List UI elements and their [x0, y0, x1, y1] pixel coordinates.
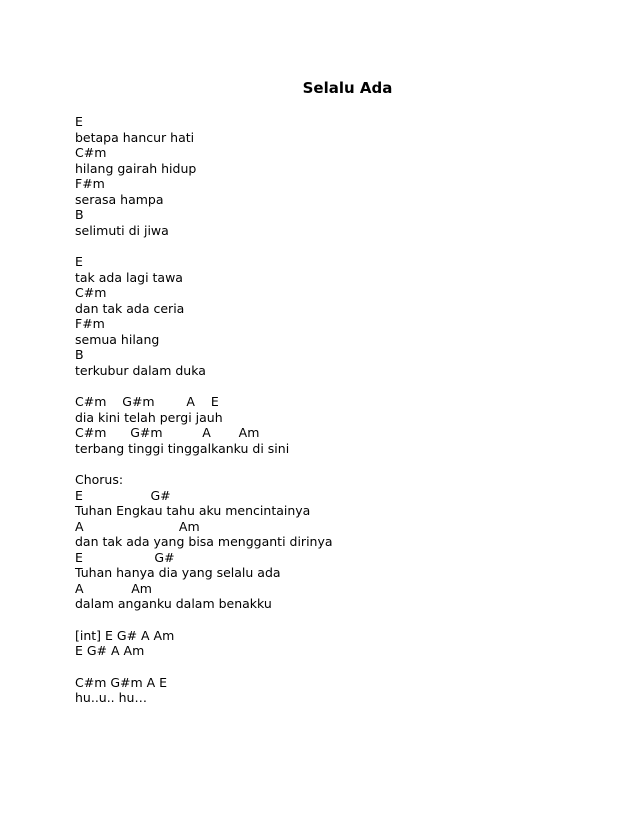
- chord-line: F#m: [75, 176, 105, 191]
- lyric-line: tak ada lagi tawa: [75, 269, 183, 285]
- chord-line: E: [75, 114, 83, 129]
- lyric-line: terkubur dalam duka: [75, 362, 206, 378]
- chord-line: E G# A Am: [75, 643, 145, 658]
- lyric-line: Tuhan hanya dia yang selalu ada: [75, 565, 281, 580]
- chord-line: C#m: [75, 145, 107, 160]
- outro: [75, 675, 615, 706]
- song-title-text: Selalu Ada: [302, 79, 393, 97]
- chord-line: C#m: [75, 285, 107, 300]
- lyrics-body: [75, 114, 615, 706]
- chord-line: E: [75, 254, 83, 269]
- chord-line: [int] E G# A Am: [75, 627, 175, 643]
- section-gap: [75, 612, 615, 628]
- lyric-line: terbang tinggi tinggalkanku di sini: [75, 440, 290, 456]
- section-gap: [75, 659, 615, 675]
- lyric-line: hilang gairah hidup: [75, 160, 197, 176]
- lyric-line: selimuti di jiwa: [75, 222, 169, 238]
- lyric-line: serasa hampa: [75, 191, 164, 207]
- lyric-line: betapa hancur hati: [75, 129, 195, 145]
- lyric-line: dan tak ada yang bisa mengganti dirinya: [75, 534, 333, 549]
- chord-line: C#m G#m A Am: [75, 425, 260, 440]
- chord-line: A Am: [75, 580, 152, 596]
- section-gap: [75, 238, 615, 254]
- section-label: Chorus:: [75, 472, 124, 487]
- chorus: [75, 472, 615, 612]
- chord-line: E G#: [75, 549, 175, 565]
- bridge: [75, 394, 615, 456]
- chord-line: C#m G#m A E: [75, 674, 168, 690]
- chord-line: A Am: [75, 518, 200, 534]
- interlude: [75, 628, 615, 659]
- lyric-line: dan tak ada ceria: [75, 300, 185, 316]
- lyric-line: hu..u.. hu…: [75, 690, 147, 705]
- verse-1: [75, 114, 615, 238]
- chord-line: F#m: [75, 316, 105, 331]
- section-gap: [75, 378, 615, 394]
- lyric-line: Tuhan Engkau tahu aku mencintainya: [75, 503, 311, 518]
- lyric-line: dalam anganku dalam benakku: [75, 596, 272, 611]
- song-title: [0, 78, 638, 98]
- lyric-line: semua hilang: [75, 331, 160, 347]
- chord-line: E G#: [75, 487, 171, 503]
- section-gap: [75, 456, 615, 472]
- verse-2: [75, 254, 615, 378]
- chord-line: B: [75, 347, 84, 362]
- lyric-line: dia kini telah pergi jauh: [75, 409, 223, 425]
- chord-line: C#m G#m A E: [75, 394, 219, 409]
- chord-line: B: [75, 207, 84, 222]
